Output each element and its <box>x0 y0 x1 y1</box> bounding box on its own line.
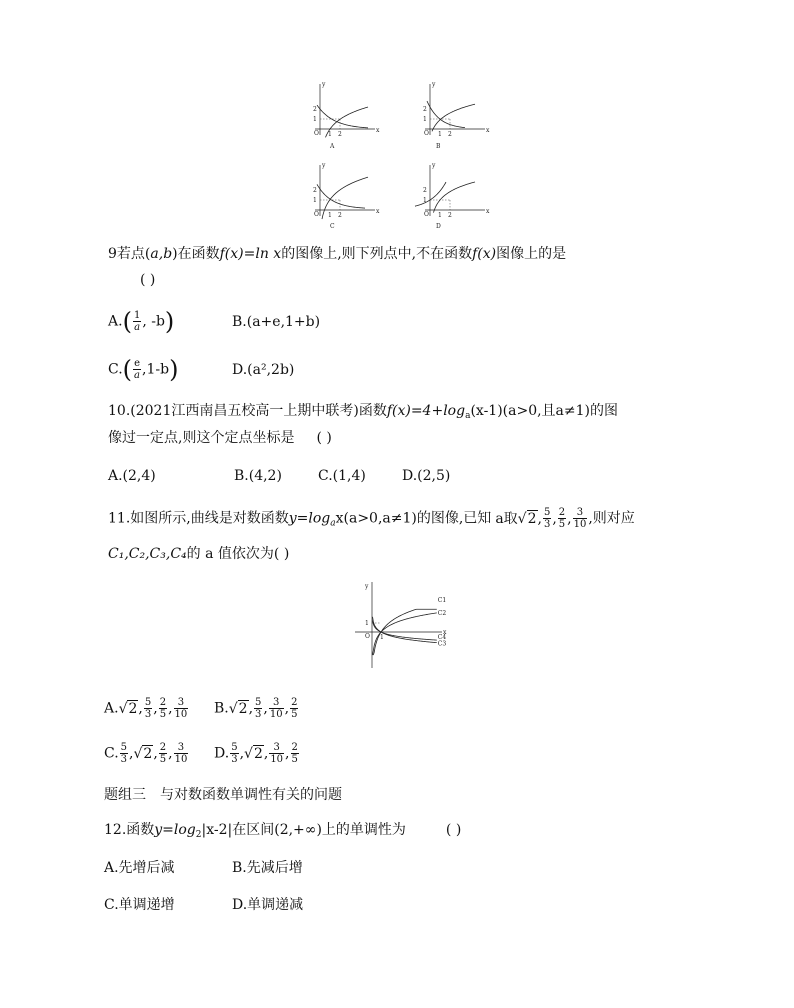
origin-label: O <box>424 130 429 137</box>
q9-text-b: )在函数 <box>172 246 220 262</box>
q11-c-label: C. <box>104 745 119 762</box>
graphs-svg <box>300 82 500 232</box>
q11-curves: C₁,C₂,C₃,C₄ <box>108 546 187 562</box>
q11-figure <box>352 580 452 670</box>
q12-option-a: A.先增后减 <box>104 860 175 876</box>
sqrt: √2 <box>133 745 153 762</box>
x-tick-label: 2 <box>448 212 452 219</box>
q9-func2: f(x) <box>472 246 497 262</box>
q11-line2-rest: 的 a 值依次为( ) <box>186 546 290 562</box>
sqrt: √2 <box>244 745 263 762</box>
q10-func: f(x)=4+log <box>386 403 466 419</box>
paren-left: ( <box>122 355 133 384</box>
q12-func-sub: 2 <box>195 830 202 840</box>
curve-label-C4: C4 <box>437 634 447 642</box>
y-tick-label: 2 <box>313 187 317 194</box>
y-axis-label: y <box>432 162 436 169</box>
q11-d-label: D. <box>214 745 230 762</box>
origin-label: O <box>314 130 319 137</box>
x-tick-label: 2 <box>448 131 452 138</box>
y-axis-label: y <box>322 82 326 88</box>
curve-label-C2: C2 <box>437 609 447 617</box>
x-tick-label: 1 <box>328 212 332 219</box>
paren-right: ) <box>164 307 175 336</box>
frac: $\frac{3}{10}$ <box>270 742 284 765</box>
q10-paren: ( ) <box>316 430 332 446</box>
q11-a-take: a取 <box>495 510 518 527</box>
q11-a-label: A. <box>104 700 119 717</box>
graph-label-C: C <box>330 223 335 230</box>
q10-text-a: 10.(2021江西南昌五校高一上期中联考)函数 <box>108 403 387 419</box>
y-tick-label: 1 <box>423 197 427 204</box>
q9-c-rest: ,1-b <box>142 361 170 378</box>
curve-label-C3: C3 <box>437 640 447 648</box>
curve-exp <box>317 184 365 208</box>
q10-option-d: D.(2,5) <box>402 468 451 484</box>
paren-right: ) <box>169 355 179 384</box>
frac <box>133 310 141 333</box>
question-11 <box>108 507 635 534</box>
question-9 <box>108 244 566 264</box>
frac-den: a <box>134 370 141 381</box>
q11-option-c: C. $\frac{5}{3}$ ,√2, $\frac{2}{5}$ , $\frac{3}{10}$ <box>104 742 188 765</box>
q11-func: y=log <box>288 510 331 527</box>
sqrt: √2 <box>118 700 138 717</box>
q10-option-c: C.(1,4) <box>318 468 366 484</box>
q10-line2-text: 像过一定点,则这个定点坐标是 <box>108 430 295 446</box>
curve-exp <box>415 182 446 206</box>
frac: $\frac{2}{5}$ <box>159 742 167 765</box>
curve-exp <box>427 101 465 128</box>
paren-left: ( <box>122 307 132 336</box>
q9-option-a <box>108 307 175 336</box>
question-10 <box>108 401 618 426</box>
q12-paren: ( ) <box>445 822 462 838</box>
y-tick-label: 2 <box>313 106 317 113</box>
x-tick-label: 1 <box>438 212 442 219</box>
q10-line2 <box>108 428 332 448</box>
y-tick-label: 1 <box>423 116 427 123</box>
curve-exp <box>317 105 368 128</box>
q9-number: 9 <box>108 246 117 262</box>
q11-values: √2, $\frac{5}{3}$ , $\frac{2}{5}$ , $\frac{3}{10}$ <box>517 507 587 530</box>
frac: $\frac{2}{5}$ <box>291 697 298 720</box>
question-12 <box>104 820 461 845</box>
y-tick-label: 1 <box>313 197 317 204</box>
frac: $\frac{5}{3}$ <box>144 697 152 720</box>
curve-label-C1: C1 <box>437 596 447 604</box>
origin-label: O <box>424 211 429 218</box>
frac: $\frac{3}{10}$ <box>269 697 283 720</box>
q12-option-c: C.单调递增 <box>104 897 175 913</box>
origin-label: O <box>365 633 370 640</box>
q10-func-rest: (x-1)(a>0,且a≠1)的图 <box>470 403 619 419</box>
q9-option-c <box>108 355 179 384</box>
curve-log <box>326 107 369 137</box>
graph-label-B: B <box>436 143 441 150</box>
q12-option-d: D.单调递减 <box>232 897 304 913</box>
log-curves-svg <box>352 580 452 670</box>
y-tick-label: 2 <box>423 106 427 113</box>
q12-func: y=log <box>154 822 196 838</box>
q9-a-rest: , -b <box>142 313 165 330</box>
q10-option-a: A.(2,4) <box>108 468 156 484</box>
q11-func-sub: a <box>330 518 336 529</box>
q11-line2 <box>108 544 289 564</box>
y-tick-label: 2 <box>423 187 427 194</box>
q9-func: f(x)=ln x <box>219 246 282 262</box>
q11-line1-end: ,则对应 <box>588 510 635 527</box>
graph-label-D: D <box>436 223 441 230</box>
q12-func-rest: |x-2|在区间(2,+∞)上的单调性为 <box>201 822 406 838</box>
frac: $\frac{3}{10}$ <box>174 697 188 720</box>
q9-text-c: 的图像上,则下列点中,不在函数 <box>281 246 473 262</box>
top-figure <box>300 82 500 232</box>
q12-text-a: 12.函数 <box>104 822 155 838</box>
x-tick-label: 2 <box>338 212 342 219</box>
sqrt: √2 <box>517 510 537 527</box>
q11-b-label: B. <box>214 700 229 717</box>
q9-text-d: 图像上的是 <box>496 246 567 262</box>
section-title: 题组三 与对数函数单调性有关的问题 <box>104 787 342 803</box>
q11-option-b: B.√2, $\frac{5}{3}$ , $\frac{3}{10}$ , $\frac{2}{5}$ <box>214 697 298 720</box>
origin-label: O <box>314 211 319 218</box>
frac-num: 1 <box>133 310 141 321</box>
y-axis-label: y <box>322 162 326 169</box>
y-tick-label: 1 <box>313 116 317 123</box>
q9-paren: ( ) <box>140 272 156 288</box>
q11-func-rest: x(a>0,a≠1)的图像,已知 <box>335 510 492 527</box>
frac: $\frac{3}{10}$ <box>174 742 188 765</box>
q11-option-a: A.√2, $\frac{5}{3}$ , $\frac{2}{5}$ , $\frac{3}{10}$ <box>104 697 188 720</box>
q12-option-b: B.先减后增 <box>232 860 303 876</box>
frac: $\frac{5}{3}$ <box>231 742 238 765</box>
q10-options <box>108 466 450 486</box>
x-tick-label: 1 <box>438 131 442 138</box>
frac: $\frac{2}{5}$ <box>159 697 167 720</box>
q9-option-b: B.(a+e,1+b) <box>232 314 321 330</box>
q10-option-b: B.(4,2) <box>234 468 282 484</box>
y-axis-label: y <box>365 583 369 590</box>
x-axis-label: x <box>486 208 490 215</box>
x-axis-label: x <box>486 127 490 134</box>
frac: $\frac{2}{5}$ <box>558 507 566 530</box>
x-tick-label: 2 <box>338 131 342 138</box>
q9-c-label: C. <box>108 361 123 378</box>
q9-a-label: A. <box>108 313 123 330</box>
x-tick-label: 1 <box>380 634 384 641</box>
x-axis-label: x <box>376 208 380 215</box>
y-tick-label: 1 <box>365 620 369 627</box>
frac <box>133 358 141 381</box>
frac: $\frac{2}{5}$ <box>291 742 298 765</box>
x-tick-label: 1 <box>328 131 332 138</box>
frac-num: e <box>134 358 140 369</box>
x-axis-label: x <box>376 127 380 134</box>
q10-func-sub: a <box>465 411 471 421</box>
x-axis-label: x <box>443 629 447 636</box>
frac-den: a <box>134 322 141 333</box>
q9-point: a,b <box>150 246 173 262</box>
y-axis-label: y <box>432 82 436 88</box>
graph-label-A: A <box>330 143 335 150</box>
frac: $\frac{5}{3}$ <box>255 697 262 720</box>
curve-log <box>434 182 476 213</box>
q9-text-a: 若点( <box>116 246 151 262</box>
frac: $\frac{3}{10}$ <box>573 507 587 530</box>
frac: $\frac{5}{3}$ <box>120 742 128 765</box>
q9-option-d: D.(a²,2b) <box>232 362 295 378</box>
frac: $\frac{5}{3}$ <box>543 507 551 530</box>
q11-option-d: D. $\frac{5}{3}$ ,√2, $\frac{3}{10}$ , $\frac{2}{5}$ <box>214 742 298 765</box>
sqrt: √2 <box>228 700 248 717</box>
q11-text-a: 11.如图所示,曲线是对数函数 <box>108 510 289 527</box>
